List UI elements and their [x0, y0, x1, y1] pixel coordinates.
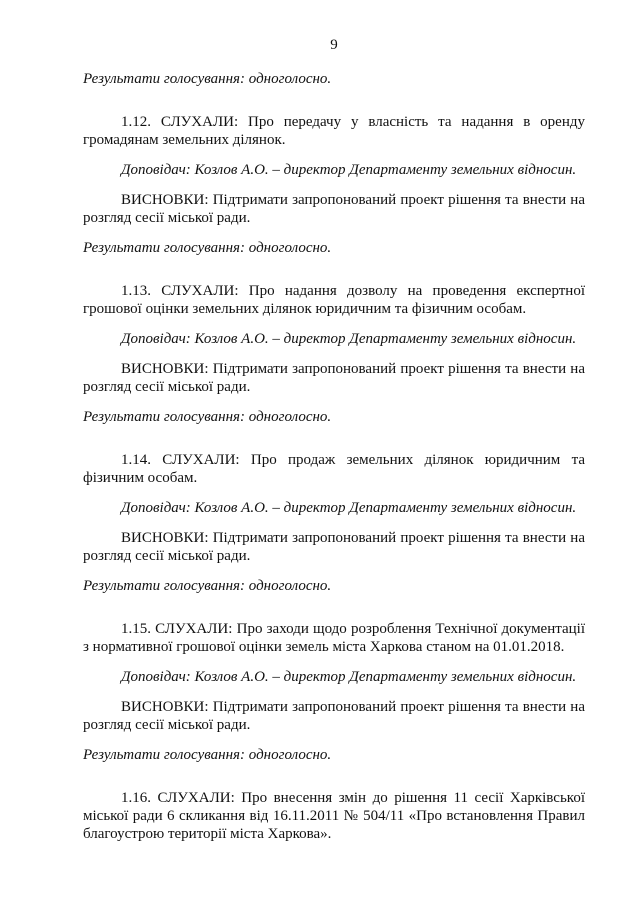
voting-result-label: Результати голосування: — [83, 409, 246, 425]
page-number: 9 — [330, 37, 338, 53]
agenda-item-heard: 1.12. СЛУХАЛИ: Про передачу у власність та надання в оренду громадянам земельних ділянок. — [83, 114, 585, 148]
agenda-item-speaker: Доповідач: Козлов А.О. – директор Департаменту земельних відносин. — [121, 500, 577, 516]
voting-result-value: одноголосно. — [248, 71, 332, 87]
agenda-item-conclusion: ВИСНОВКИ: Підтримати запропонований проект рішення та внести на розгляд сесії міської ради. — [83, 699, 585, 733]
voting-result — [83, 239, 585, 257]
agenda-item-heard: 1.16. СЛУХАЛИ: Про внесення змін до рішення 11 сесії Харківської міської ради 6 скликання від 16.11.2011 № 504/11 «Про встановлення Правил благоустрою території міста Харкова». — [83, 790, 585, 842]
voting-result-value: одноголосно. — [248, 240, 332, 256]
voting-result-label: Результати голосування: — [83, 578, 246, 594]
voting-result — [83, 746, 585, 764]
agenda-item-heard: 1.15. СЛУХАЛИ: Про заходи щодо розроблення Технічної документації з нормативної грошової оцінки земель міста Харкова станом на 01.01.2018. — [83, 621, 585, 655]
agenda-item-conclusion: ВИСНОВКИ: Підтримати запропонований проект рішення та внести на розгляд сесії міської ради. — [83, 530, 585, 564]
voting-result-value: одноголосно. — [248, 409, 332, 425]
voting-result-value: одноголосно. — [248, 747, 332, 763]
agenda-item-speaker: Доповідач: Козлов А.О. – директор Департаменту земельних відносин. — [121, 331, 577, 347]
agenda-item-conclusion: ВИСНОВКИ: Підтримати запропонований проект рішення та внести на розгляд сесії міської ради. — [83, 361, 585, 395]
voting-result-value: одноголосно. — [248, 578, 332, 594]
agenda-item-heard: 1.14. СЛУХАЛИ: Про продаж земельних ділянок юридичним та фізичним особам. — [83, 452, 585, 486]
voting-result — [83, 408, 585, 426]
agenda-item-conclusion: ВИСНОВКИ: Підтримати запропонований проект рішення та внести на розгляд сесії міської ради. — [83, 192, 585, 226]
agenda-item-heard: 1.13. СЛУХАЛИ: Про надання дозволу на проведення експертної грошової оцінки земельних ділянок юридичним та фізичним особам. — [83, 283, 585, 317]
voting-result-label: Результати голосування: — [83, 71, 246, 87]
agenda-item-speaker: Доповідач: Козлов А.О. – директор Департаменту земельних відносин. — [121, 669, 577, 685]
voting-result — [83, 70, 585, 88]
agenda-item-speaker: Доповідач: Козлов А.О. – директор Департаменту земельних відносин. — [121, 162, 577, 178]
voting-result-label: Результати голосування: — [83, 240, 246, 256]
voting-result — [83, 577, 585, 595]
voting-result-label: Результати голосування: — [83, 747, 246, 763]
